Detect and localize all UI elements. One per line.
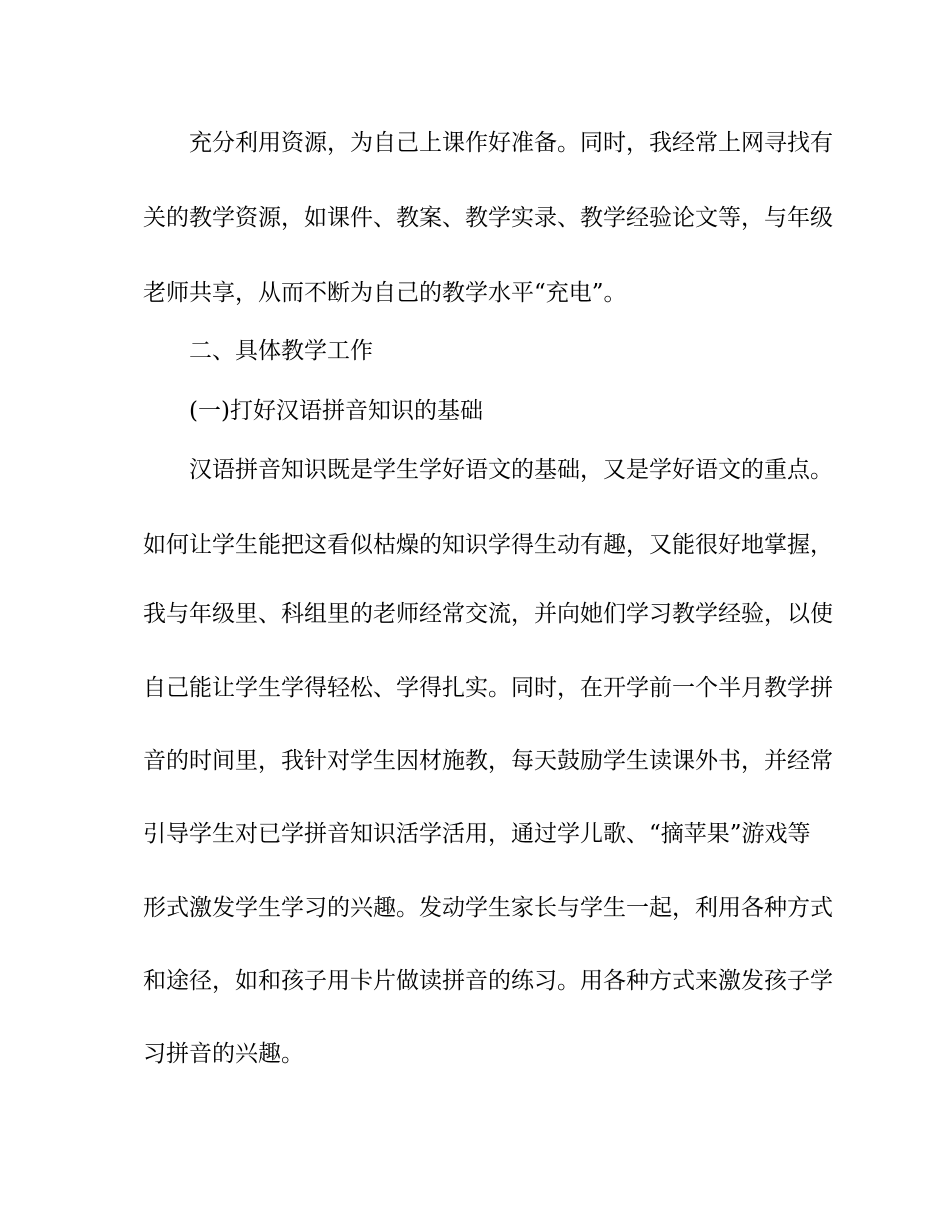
paragraph-line: 习拼音的兴趣。	[143, 1041, 304, 1067]
paragraph-line: 引导学生对已学拼音知识活学活用，通过学儿歌、“摘苹果”游戏等	[143, 821, 811, 847]
paragraph-line: 充分利用资源，为自己上课作好准备。同时，我经常上网寻找有	[189, 130, 833, 156]
paragraph-line: 和途径，如和孩子用卡片做读拼音的练习。用各种方式来激发孩子学	[143, 968, 833, 994]
paragraph-line: 汉语拼音知识既是学生学好语文的基础，又是学好语文的重点。	[189, 457, 833, 483]
paragraph-line: 形式激发学生学习的兴趣。发动学生家长与学生一起，利用各种方式	[143, 895, 833, 921]
section-heading: 二、具体教学工作	[189, 338, 373, 364]
paragraph-line: 我与年级里、科组里的老师经常交流，并向她们学习教学经验，以使	[143, 601, 833, 627]
paragraph-line: 如何让学生能把这看似枯燥的知识学得生动有趣，又能很好地掌握，	[143, 532, 833, 558]
paragraph-line: 关的教学资源，如课件、教案、教学实录、教学经验论文等，与年级	[143, 205, 833, 231]
paragraph-line: 音的时间里，我针对学生因材施教，每天鼓励学生读课外书，并经常	[143, 748, 833, 774]
paragraph-line: 自己能让学生学得轻松、学得扎实。同时，在开学前一个半月教学拼	[143, 675, 833, 701]
subsection-heading: (一)打好汉语拼音知识的基础	[189, 398, 483, 424]
paragraph-line: 老师共享，从而不断为自己的教学水平“充电”。	[143, 280, 627, 306]
